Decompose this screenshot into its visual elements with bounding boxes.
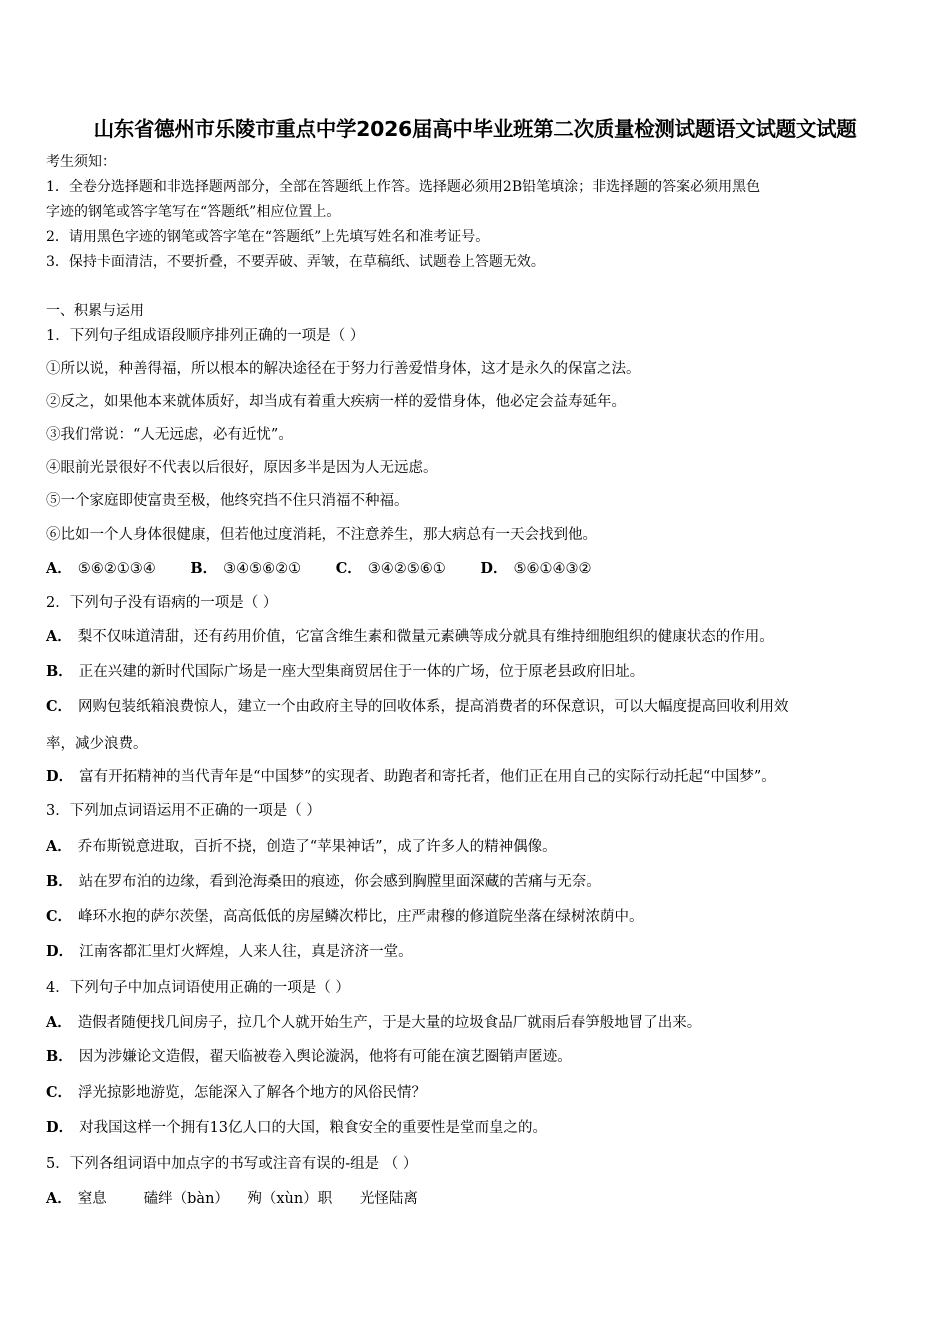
q4-option-a: [46, 1013, 701, 1033]
q1-choice-c[interactable]: [336, 559, 446, 579]
option-label: D．: [46, 1119, 74, 1136]
option-label: B．: [46, 1048, 73, 1065]
question-4-stem: 4．下列句子中加点词语使用正确的一项是（ ）: [46, 980, 350, 996]
option-text: 网购包装纸箱浪费惊人，建立一个由政府主导的回收体系，提高消费者的环保意识，可以大幅度提高回收利用效: [78, 699, 789, 715]
option-text: 正在兴建的新时代国际广场是一座大型集商贸居住于一体的广场，位于原老县政府旧址。: [78, 664, 645, 680]
section-heading: 一、积累与运用: [46, 303, 144, 319]
choice-label: A．: [46, 560, 72, 577]
option-label: B．: [46, 873, 73, 890]
option-text: 浮光掠影地游览，怎能深入了解各个地方的风俗民情？: [78, 1085, 427, 1101]
q3-option-d: [46, 942, 413, 962]
option-text: 乔布斯锐意进取，百折不挠，创造了“苹果神话”，成了许多人的精神偶像。: [77, 839, 557, 855]
option-text: 造假者随便找几间房子，拉几个人就开始生产，于是大量的垃圾食品厂就雨后春笋般地冒了出来。: [77, 1015, 702, 1031]
choice-text: ⑤⑥②①③④: [77, 561, 156, 577]
q2-option-a: [46, 627, 774, 647]
option-label: B．: [46, 663, 73, 680]
question-3-stem: 3．下列加点词语运用不正确的一项是（ ）: [46, 803, 321, 819]
option-label: C．: [46, 698, 73, 715]
q1-choice-b[interactable]: [190, 559, 301, 579]
notice-item: 字迹的钢笔或答字笔写在“答题纸”相应位置上。: [46, 204, 341, 220]
option-label: A．: [46, 1190, 72, 1207]
q1-sentence: ②反之，如果他本来就体质好，却当成有着重大疾病一样的爱惜身体，他必定会益寿延年。: [46, 394, 626, 410]
q3-option-b: [46, 872, 601, 892]
choice-text: ③④⑤⑥②①: [223, 561, 302, 577]
option-label: C．: [46, 908, 73, 925]
option-text: 对我国这样一个拥有13亿人口的大国，粮食安全的重要性是堂而皇之的。: [79, 1120, 548, 1136]
notice-item: 1．全卷分选择题和非选择题两部分，全部在答题纸上作答。选择题必须用2B铅笔填涂；非选择题的答案必须用黑色: [46, 179, 761, 195]
q3-option-a: [46, 837, 557, 857]
q4-option-d: [46, 1118, 547, 1138]
q1-choice-d[interactable]: [480, 559, 591, 579]
option-label: A．: [46, 1014, 72, 1031]
q2-option-d: [46, 767, 776, 787]
q1-sentence: ③我们常说：“人无远虑，必有近忧”。: [46, 427, 293, 443]
option-label: C．: [46, 1084, 73, 1101]
question-5-stem: 5．下列各组词语中加点字的书写或注音有误的-组是 （ ）: [46, 1156, 418, 1172]
option-text: 站在罗布泊的边缘，看到沧海桑田的痕迹，你会感到胸膛里面深藏的苦痛与无奈。: [78, 874, 601, 890]
q4-option-c: [46, 1083, 426, 1103]
notice-item: 2．请用黑色字迹的钢笔或答字笔在“答题纸”上先填写姓名和准考证号。: [46, 229, 490, 245]
q1-sentence: ④眼前光景很好不代表以后很好，原因多半是因为人无远虑。: [46, 460, 438, 476]
choice-text: ③④②⑤⑥①: [367, 561, 446, 577]
option-text: 梨不仅味道清甜，还有药用价值，它富含维生素和微量元素碘等成分就具有维持细胞组织的健康状态的作用。: [77, 629, 774, 645]
choice-label: C．: [335, 560, 362, 577]
q2-option-c-cont: 率，减少浪费。: [46, 736, 148, 752]
option-label: A．: [46, 838, 72, 855]
option-text: 江南客都汇里灯火辉煌，人来人往，真是济济一堂。: [79, 944, 413, 960]
notice-heading: 考生须知：: [46, 154, 116, 170]
q4-option-b: [46, 1047, 572, 1067]
q2-option-b: [46, 662, 644, 682]
q3-option-c: [46, 907, 644, 927]
choice-text: ⑤⑥①④③②: [513, 561, 592, 577]
option-label: A．: [46, 628, 72, 645]
choice-label: D．: [480, 560, 508, 577]
notice-item: 3．保持卡面清洁，不要折叠，不要弄破、弄皱，在草稿纸、试题卷上答题无效。: [46, 254, 545, 270]
option-label: D．: [46, 943, 74, 960]
q1-sentence: ①所以说，种善得福，所以根本的解决途径在于努力行善爱惜身体，这才是永久的保富之法。: [46, 361, 641, 377]
option-text: 富有开拓精神的当代青年是“中国梦”的实现者、助跑者和寄托者，他们正在用自己的实际行动托起“中国梦”。: [79, 769, 776, 785]
question-1-stem: 1．下列句子组成语段顺序排列正确的一项是（ ）: [46, 328, 365, 344]
page-title: 山东省德州市乐陵市重点中学2026届高中毕业班第二次质量检测试题语文试题文试题: [93, 117, 857, 141]
q1-sentence: ⑥比如一个人身体很健康，但若他过度消耗，不注意养生，那大病总有一天会找到他。: [46, 527, 597, 543]
option-label: D．: [46, 768, 74, 785]
q1-choice-a[interactable]: [46, 559, 156, 579]
choice-label: B．: [190, 560, 218, 577]
option-text: 因为涉嫌论文造假，翟天临被卷入舆论漩涡，他将有可能在演艺圈销声匿迹。: [78, 1049, 572, 1065]
q2-option-c: [46, 697, 789, 717]
q1-choices: [46, 559, 621, 579]
q5-option-a: [46, 1189, 418, 1209]
q1-sentence: ⑤一个家庭即使富贵至极，他终究挡不住只消福不种福。: [46, 493, 409, 509]
question-2-stem: 2．下列句子没有语病的一项是（ ）: [46, 595, 278, 611]
option-text: 峰环水抱的萨尔茨堡，高高低低的房屋鳞次栉比，庄严肃穆的修道院坐落在绿树浓荫中。: [78, 909, 644, 925]
option-text: 窒息 磕绊（bàn） 殉（xùn）职 光怪陆离: [77, 1191, 418, 1207]
